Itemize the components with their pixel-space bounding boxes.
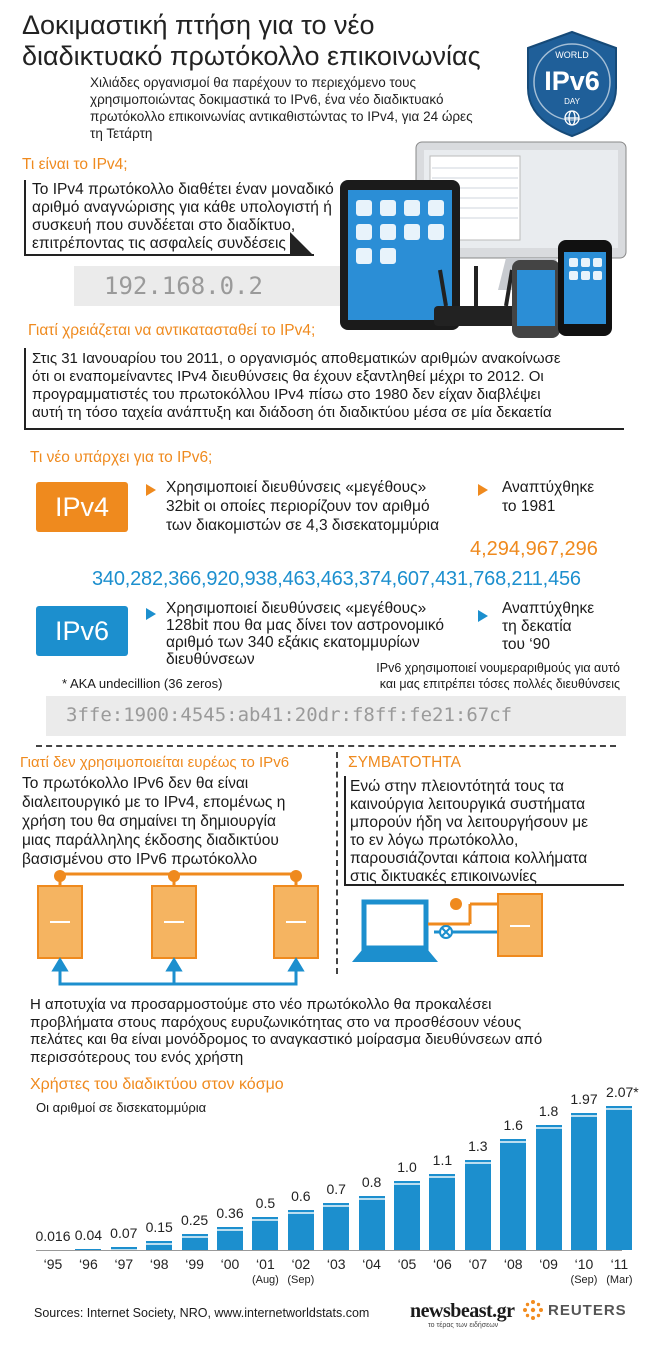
chart-category-label: ‘99 bbox=[185, 1256, 204, 1272]
ipv4-description-line: των διακομιστών σε 4,3 δισεκατομμύρια bbox=[166, 517, 440, 534]
subtitle-line-3: πρωτόκολλο επικοινωνίας αντικαθιστώντας το IPv4, για 24 ώρες bbox=[90, 109, 473, 124]
ipv4-label-box: IPv4 bbox=[36, 482, 128, 532]
chart-data-label: 1.6 bbox=[503, 1117, 523, 1134]
chart-data-label: 0.016 bbox=[35, 1228, 71, 1244]
chart-title: Χρήστες του διαδικτύου στον κόσμο bbox=[30, 1076, 284, 1093]
chart-category-label: ‘08 bbox=[503, 1256, 523, 1272]
chart-bar bbox=[252, 1215, 278, 1250]
page-title bbox=[22, 10, 502, 72]
chart-data-label: 0.6 bbox=[291, 1187, 311, 1204]
ipv6-developed-line: Αναπτύχθηκε bbox=[502, 600, 595, 617]
subtitle-line-2: χρησιμοποιώντας δοκιμαστικά το IPv6, ένα νέο διαδικτυακό bbox=[90, 92, 444, 107]
reuters-dots-icon bbox=[522, 1299, 544, 1321]
why-not-used-line: μιας παράλληλης έκδοσης διαδικτύου bbox=[22, 832, 279, 849]
undecillion-note: * AKA undecillion (36 zeros) bbox=[62, 676, 223, 691]
chart-data-label: 2.07* bbox=[606, 1084, 639, 1100]
compatibility-line: Ενώ στην πλειοντότητά τους τα bbox=[350, 778, 565, 795]
subtitle-line-4: τη Τετάρτη bbox=[90, 126, 153, 141]
badge-bottom-text: DAY bbox=[564, 97, 580, 106]
chart-bar bbox=[465, 1158, 491, 1250]
newsbeast-logo[interactable]: newsbeast.gr bbox=[410, 1300, 515, 1322]
ipv6-developed-line: του ‘90 bbox=[502, 636, 550, 653]
subtitle bbox=[90, 74, 500, 142]
why-replace-heading: Γιατί χρειάζεται να αντικατασταθεί το IPv4; bbox=[28, 322, 316, 339]
chart-bar bbox=[394, 1179, 420, 1250]
reuters-logo[interactable]: REUTERS bbox=[548, 1302, 627, 1319]
sources-text: Sources: Internet Society, NRO, www.internetworldstats.com bbox=[34, 1306, 370, 1320]
chart-bar bbox=[217, 1225, 243, 1250]
what-is-ipv4-line: Το IPv4 πρωτόκολλο διαθέτει έναν μοναδικό bbox=[32, 181, 334, 198]
hex-note bbox=[320, 660, 620, 692]
chart-category-label: ‘97 bbox=[114, 1256, 134, 1272]
title-line-2: διαδικτυακό πρωτόκολλο επικοινωνίας bbox=[22, 41, 481, 71]
chart-category-sublabel: (Sep) bbox=[570, 1274, 598, 1286]
chart-data-label: 0.7 bbox=[326, 1180, 346, 1197]
chart-data-label: 0.15 bbox=[145, 1219, 173, 1236]
ipv6-description-line: διευθύνσεων bbox=[166, 651, 255, 668]
chart-bar bbox=[500, 1137, 526, 1250]
ipv6-label-box: IPv6 bbox=[36, 606, 128, 656]
ipv6-description-line: 128bit που θα μας δίνει τον αστρονομικό bbox=[166, 617, 445, 634]
hex-note-line: IPv6 χρησιμοποιεί νουμεραριθμούς για αυτό bbox=[376, 661, 620, 675]
compatibility-diagram bbox=[350, 892, 620, 982]
chart-bar bbox=[288, 1208, 314, 1250]
badge-shield-icon bbox=[520, 28, 624, 140]
chart-data-label: 1.1 bbox=[432, 1152, 453, 1169]
compatibility-line: το εν λόγω πρωτόκολλο, bbox=[350, 832, 519, 849]
what-is-ipv4-line: επιτρέποντας τις ασφαλείς συνδέσεις bbox=[32, 235, 286, 252]
world-ipv6-day-badge bbox=[520, 28, 624, 138]
why-not-used-text bbox=[22, 774, 342, 869]
ipv6-dev-arrow-icon bbox=[478, 610, 488, 622]
section-divider bbox=[36, 745, 616, 747]
bracket-pointer bbox=[290, 232, 314, 256]
parallel-servers-diagram bbox=[20, 868, 320, 988]
why-not-used-line: διαλειτουργικό με το IPv4, επομένως η bbox=[22, 794, 286, 811]
ipv4-dev-arrow-icon bbox=[478, 484, 488, 496]
subtitle-line-1: Χιλιάδες οργανισμοί θα παρέχουν το περιεχόμενο τους bbox=[90, 75, 417, 90]
chart-bar bbox=[323, 1201, 349, 1250]
server-icon bbox=[498, 894, 542, 956]
chart-category-sublabel: (Mar) bbox=[606, 1274, 633, 1286]
chart-data-label: 0.8 bbox=[361, 1173, 382, 1190]
newsbeast-tagline: το τέρας των ειδήσεων bbox=[428, 1322, 499, 1329]
compatibility-line: καινούργια λειτουργικά συστήματα bbox=[350, 796, 586, 813]
chart-category-label: ‘00 bbox=[220, 1256, 240, 1272]
ipv4-developed bbox=[502, 478, 594, 516]
ipv4-address-count: 4,294,967,296 bbox=[470, 538, 598, 560]
ipv6-arrow-icon bbox=[146, 608, 156, 620]
what-is-ipv4-line: συσκευή που συνδέεται στο διαδίκτυο, bbox=[32, 217, 296, 234]
why-not-used-line: χρήση του θα σημαίνει τη δημιουργία bbox=[22, 813, 276, 830]
why-not-used-line: Το πρωτόκολλο IPv6 δεν θα είναι bbox=[22, 775, 249, 792]
hex-note-line: και μας επιτρέπει τόσες πολλές διευθύνσεις bbox=[379, 677, 620, 691]
chart-data-label: 1.0 bbox=[397, 1159, 417, 1176]
ipv6-description-line: αριθμό των 340 εξάκις εκατομμυρίων bbox=[166, 634, 420, 651]
chart-data-label: 0.5 bbox=[255, 1194, 276, 1211]
ipv6-link-arrows-icon bbox=[54, 960, 302, 984]
ipv4-example-address: 192.168.0.2 bbox=[104, 272, 263, 300]
ipv4-description bbox=[166, 478, 466, 535]
what-is-ipv4-heading: Τι είναι το IPv4; bbox=[22, 156, 128, 173]
badge-main-text: IPv6 bbox=[544, 66, 600, 96]
chart-category-label: ‘96 bbox=[79, 1256, 98, 1272]
what-is-ipv4-line: αριθμό αναγνώρισης για κάθε υπολογιστή ή bbox=[32, 199, 332, 216]
ipv6-example-bar bbox=[46, 696, 626, 736]
chart-bar bbox=[146, 1239, 172, 1250]
failure-line: περισσότερους του ενός χρήστη bbox=[30, 1048, 244, 1066]
chart-data-label: 0.04 bbox=[74, 1227, 103, 1244]
why-replace-line: αυτή τη τόσο ταχεία ανάπτυξη και διάδοση ότι διαδικτύου μέσα σε μία δεκαετία bbox=[32, 404, 552, 421]
vertical-divider bbox=[336, 752, 338, 974]
smartphone-icon bbox=[512, 260, 560, 338]
chart-category-label: ‘06 bbox=[433, 1256, 452, 1272]
ipv4-arrow-icon bbox=[146, 484, 156, 496]
ipv4-developed-line: Αναπτύχθηκε bbox=[502, 479, 595, 496]
compatibility-heading: ΣΥΜΒΑΤΟΤΗΤΑ bbox=[348, 754, 461, 771]
compatibility-line: παρουσιάζονται κάποια κολλήματα bbox=[350, 850, 588, 867]
chart-category-sublabel: (Aug) bbox=[251, 1274, 279, 1286]
chart-category-label: ‘05 bbox=[397, 1256, 417, 1272]
chart-bar bbox=[606, 1104, 632, 1250]
chart-category-sublabel: (Sep) bbox=[287, 1274, 315, 1286]
ipv6-address-count: 340,282,366,920,938,463,463,374,607,431,768,211,456 bbox=[92, 568, 581, 590]
ipv6-developed bbox=[502, 600, 594, 654]
chart-data-label: 0.36 bbox=[216, 1204, 244, 1221]
devices-illustration bbox=[336, 140, 636, 340]
ipv4-developed-line: το 1981 bbox=[502, 498, 556, 515]
chart-category-label: ‘10 bbox=[574, 1256, 594, 1272]
chart-bar bbox=[359, 1194, 385, 1250]
ipv4-description-line: 32bit οι οποίες περιορίζουν τον αριθμό bbox=[166, 498, 430, 515]
badge-top-text: WORLD bbox=[555, 50, 589, 60]
chart-category-label: ‘03 bbox=[326, 1256, 346, 1272]
why-replace-line: ότι οι εναπομείναντες IPv4 διευθύνσεις θα έχουν εξαντληθεί μέχρι το 2012. Οι bbox=[32, 368, 544, 385]
compatibility-bracket bbox=[344, 776, 624, 886]
chart-baseline bbox=[36, 1250, 622, 1251]
failure-line: πελάτες και θα είναι μονόδρομος το αναγκαστικό μοίρασμα διευθύνσεων από bbox=[30, 1031, 543, 1048]
title-line-1: Δοκιμαστική πτήση για το νέο bbox=[22, 10, 375, 40]
chart-category-label: ‘98 bbox=[149, 1256, 169, 1272]
chart-category-label: ‘07 bbox=[468, 1256, 488, 1272]
why-not-used-line: βασισμένου στο IPv6 πρωτόκολλο bbox=[22, 851, 258, 868]
internet-users-chart bbox=[22, 1040, 639, 1310]
why-not-used-heading: Γιατί δεν χρησιμοποιείται ευρέως το IPv6 bbox=[20, 754, 290, 771]
chart-category-label: ‘11 bbox=[610, 1256, 629, 1272]
why-replace-line: προγραμματιστές του πρωτοκόλλου IPv4 πίσω στο 1980 δεν είχαν διαβλέψει bbox=[32, 386, 541, 403]
chart-data-label: 0.07 bbox=[110, 1225, 138, 1242]
ipv6-description-line: Χρησιμοποιεί διευθύνσεις «μεγέθους» bbox=[166, 600, 427, 617]
compatibility-line: μπορούν ήδη να λειτουργήσουν με bbox=[350, 814, 589, 831]
why-replace-bracket bbox=[24, 348, 624, 430]
chart-data-label: 1.97 bbox=[570, 1091, 598, 1108]
laptop-icon bbox=[352, 902, 438, 962]
what-is-ipv4-bracket bbox=[24, 180, 314, 256]
chart-bar bbox=[182, 1232, 208, 1250]
server-network-icon bbox=[38, 870, 318, 958]
ipv6-description bbox=[166, 600, 466, 668]
ipv6-developed-line: τη δεκατία bbox=[502, 618, 572, 635]
chart-data-label: 0.25 bbox=[180, 1212, 209, 1229]
ipv4-description-line: Χρησιμοποιεί διευθύνσεις «μεγέθους» bbox=[166, 479, 427, 496]
chart-category-label: ‘09 bbox=[539, 1256, 558, 1272]
phone-icon bbox=[558, 240, 612, 336]
chart-bar bbox=[536, 1123, 562, 1250]
failure-line: προβλήματα στους παρόχους ευρυζωνικότητας στο να προσθέσουν νέους bbox=[30, 1013, 522, 1031]
chart-data-label: 1.3 bbox=[468, 1138, 488, 1155]
connection-line-icon bbox=[428, 898, 498, 938]
chart-category-label: ‘04 bbox=[362, 1256, 381, 1272]
chart-subtitle: Οι αριθμοί σε δισεκατομμύρια bbox=[36, 1100, 207, 1115]
whats-new-heading: Τι νέο υπάρχει για το IPv6; bbox=[30, 449, 213, 466]
ipv6-example-address: 3ffe:1900:4545:ab41:20dr:f8ff:fe21:67cf bbox=[66, 704, 513, 726]
chart-category-label: ‘01 bbox=[256, 1256, 275, 1272]
chart-category-label: ‘95 bbox=[43, 1256, 63, 1272]
chart-bar bbox=[429, 1172, 455, 1250]
why-replace-line: Στις 31 Ιανουαρίου του 2011, ο οργανισμός αποθεματικών αριθμών ανακοίνωσε bbox=[32, 350, 561, 367]
chart-category-label: ‘02 bbox=[291, 1256, 311, 1272]
chart-data-label: 1.8 bbox=[538, 1103, 559, 1120]
chart-bar bbox=[571, 1111, 597, 1250]
compatibility-line: στις δικτυακές επικοινωνίες bbox=[350, 868, 537, 885]
failure-line: Η αποτυχία να προσαρμοστούμε στο νέο πρωτόκολλο θα προκαλέσει bbox=[30, 996, 492, 1013]
ipv4-example-bar bbox=[74, 266, 374, 306]
